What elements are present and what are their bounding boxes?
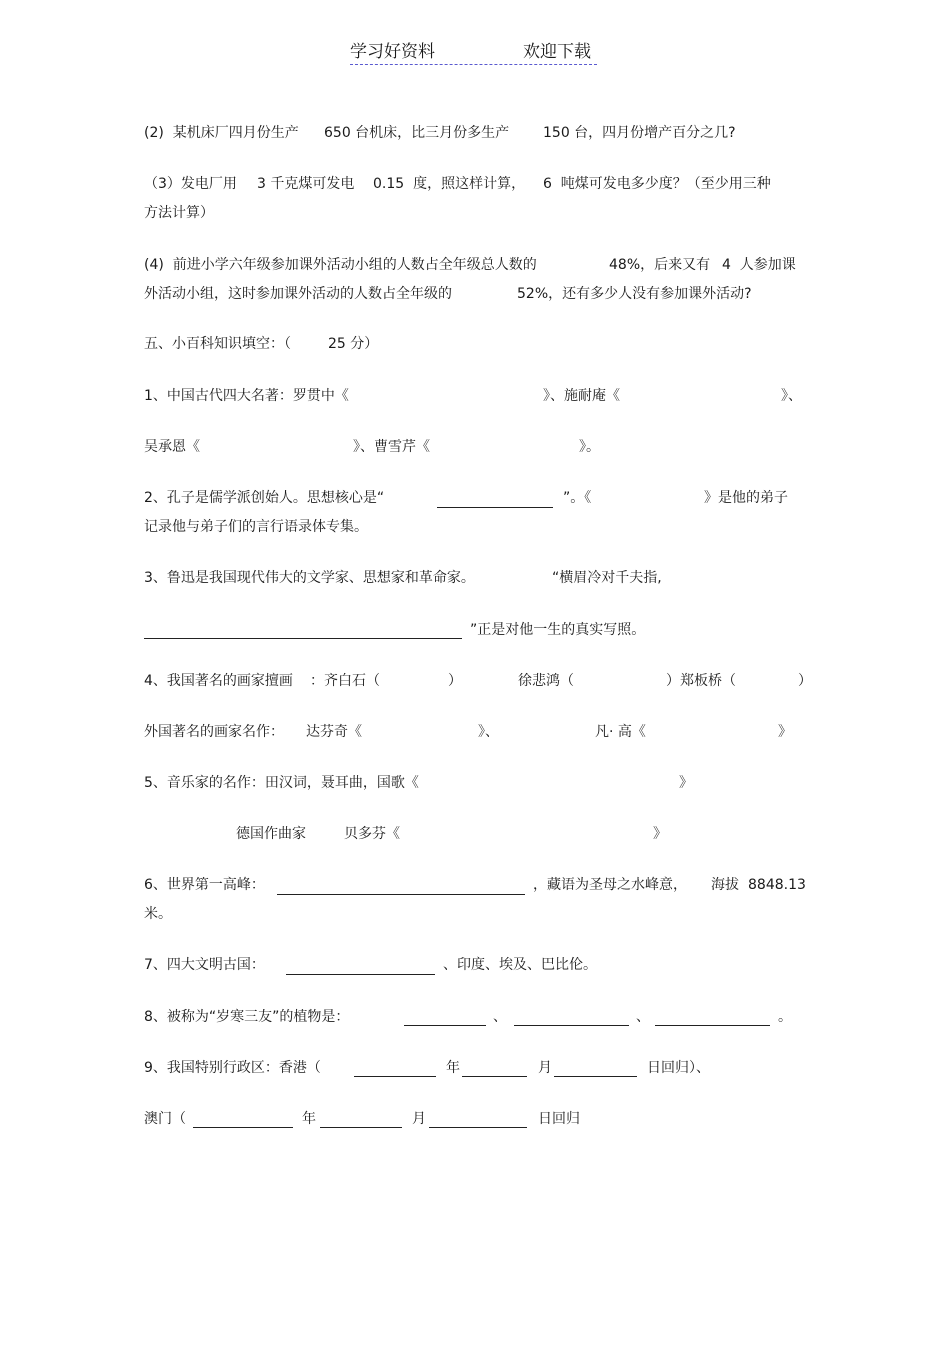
q7-part-b: 、印度、埃及、巴比伦。 <box>443 957 597 973</box>
q3-part-a: 3、鲁迅是我国现代伟大的文学家、思想家和革命家。 <box>144 570 475 586</box>
q9-macau-month-label: 月 <box>412 1111 426 1127</box>
problem-3-part-a: （3）发电厂用 <box>144 176 237 192</box>
q1-part-b: 》、施耐庵《 <box>543 388 620 404</box>
q4-line-2-part-c: 》、 <box>478 724 499 740</box>
q3-part-b: “横眉冷对千夫指, <box>552 570 662 586</box>
q2-part-c: 》是他的弟子 <box>704 490 788 506</box>
problem-3-part-c: 0.15 度，照这样计算， <box>373 176 526 192</box>
q6-answer-blank[interactable] <box>277 894 525 895</box>
q9-macau-day-label: 日回归 <box>538 1111 580 1127</box>
q9-macau-month-blank[interactable] <box>320 1127 402 1128</box>
problem-4-line-2-part-a: 外活动小组，这时参加课外活动的人数占全年级的 <box>144 286 452 302</box>
q6-part-d: 8848.13 <box>748 877 806 893</box>
q4-line-2-part-e: 》 <box>778 724 792 740</box>
q4-part-f: ） <box>798 673 812 689</box>
q4-part-b: ：齐白石（ <box>310 673 380 689</box>
q8-answer-blank-1[interactable] <box>404 1025 486 1026</box>
q3-line-2: ”正是对他一生的真实写照。 <box>470 622 646 638</box>
problem-2-part-c: 150 台，四月份增产百分之几? <box>543 125 736 141</box>
q9-hk-month-label: 月 <box>538 1060 552 1076</box>
problem-2-part-b: 650 台机床，比三月份多生产 <box>324 125 510 141</box>
header-dashed-rule <box>350 64 597 65</box>
q4-line-2-part-d: 凡· 高《 <box>595 724 646 740</box>
q4-part-e: ）郑板桥（ <box>666 673 736 689</box>
q6-part-c: 海拔 <box>711 877 739 893</box>
q5-line-2-part-b: 贝多芬《 <box>344 826 400 842</box>
q4-part-c: ） <box>448 673 462 689</box>
q2-part-b: ”。《 <box>563 490 592 506</box>
q8-answer-blank-3[interactable] <box>655 1025 770 1026</box>
q9-hk-year-blank[interactable] <box>354 1076 436 1077</box>
q6-line-2: 米。 <box>144 906 172 922</box>
q4-line-2-part-b: 达芬奇《 <box>306 724 362 740</box>
q6-part-a: 6、世界第一高峰： <box>144 877 265 893</box>
header-left-text: 学习好资料 <box>350 42 435 62</box>
q2-line-2: 记录他与弟子们的言行语录体专集。 <box>144 519 368 535</box>
problem-4-line-2-part-b: 52%，还有多少人没有参加课外活动? <box>517 286 752 302</box>
q8-part-a: 8、被称为“岁寒三友”的植物是： <box>144 1009 350 1025</box>
q5-part-a: 5、音乐家的名作：田汉词，聂耳曲，国歌《 <box>144 775 419 791</box>
q5-line-2-part-a: 德国作曲家 <box>236 826 306 842</box>
problem-3-line-2: 方法计算） <box>144 205 214 221</box>
problem-3-part-d: 6 吨煤可发电多少度？（至少用三种 <box>543 176 771 192</box>
q4-part-a: 4、我国著名的画家擅画 <box>144 673 293 689</box>
q3-answer-blank[interactable] <box>144 638 462 639</box>
q5-line-2-part-c: 》 <box>653 826 667 842</box>
section-5-points: 25 分） <box>328 336 379 352</box>
q9-part-a: 9、我国特别行政区：香港（ <box>144 1060 321 1076</box>
q2-part-a: 2、孔子是儒学派创始人。思想核心是“ <box>144 490 385 506</box>
q9-hk-day-label: 日回归）、 <box>647 1060 710 1076</box>
q9-macau-year-label: 年 <box>302 1111 316 1127</box>
q7-answer-blank[interactable] <box>286 974 435 975</box>
q1-line-2-part-c: 》。 <box>579 439 600 455</box>
q9-hk-month-blank[interactable] <box>462 1076 527 1077</box>
q6-part-b: ，藏语为圣母之水峰意， <box>533 877 687 893</box>
q8-separator-1: 、 <box>493 1009 507 1025</box>
q8-separator-2: 、 <box>636 1009 650 1025</box>
q1-line-2-part-a: 吴承恩《 <box>144 439 200 455</box>
q8-answer-blank-2[interactable] <box>514 1025 629 1026</box>
section-5-title: 五、小百科知识填空：（ <box>144 336 291 352</box>
q9-macau-day-blank[interactable] <box>429 1127 527 1128</box>
q9-line-2-part-a: 澳门（ <box>144 1111 186 1127</box>
q1-line-2-part-b: 》、曹雪芹《 <box>353 439 430 455</box>
q9-hk-day-blank[interactable] <box>554 1076 637 1077</box>
q7-part-a: 7、四大文明古国： <box>144 957 265 973</box>
header-right-text: 欢迎下载 <box>523 42 591 62</box>
q4-part-d: 徐悲鸿（ <box>518 673 574 689</box>
q4-line-2-part-a: 外国著名的画家名作： <box>144 724 284 740</box>
problem-4-part-c: 4 人参加课 <box>722 257 796 273</box>
problem-3-part-b: 3 千克煤可发电 <box>257 176 355 192</box>
problem-4-part-a: (4) 前进小学六年级参加课外活动小组的人数占全年级总人数的 <box>144 257 537 273</box>
q1-part-a: 1、中国古代四大名著：罗贯中《 <box>144 388 349 404</box>
problem-2-part-a: (2) 某机床厂四月份生产 <box>144 125 299 141</box>
problem-4-part-b: 48%，后来又有 <box>609 257 711 273</box>
q2-answer-blank[interactable] <box>437 507 553 508</box>
q5-part-b: 》 <box>679 775 693 791</box>
q1-part-c: 》、 <box>781 388 802 404</box>
q9-macau-year-blank[interactable] <box>193 1127 293 1128</box>
q9-hk-year-label: 年 <box>446 1060 460 1076</box>
q8-end: 。 <box>778 1009 792 1025</box>
